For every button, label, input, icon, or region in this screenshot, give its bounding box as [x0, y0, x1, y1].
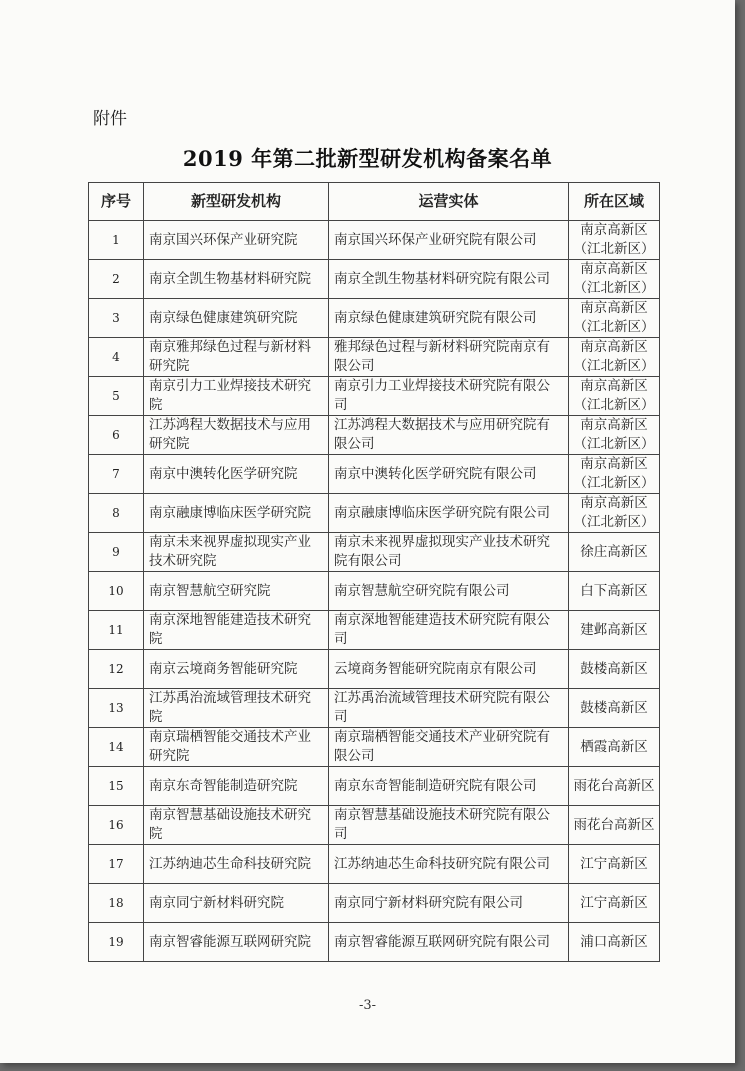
- row-operating-entity: 雅邦绿色过程与新材料研究院南京有限公司: [329, 338, 569, 377]
- row-serial-number: 9: [89, 533, 144, 572]
- row-operating-entity: 南京东奇智能制造研究院有限公司: [329, 767, 569, 806]
- table-row: [89, 338, 660, 377]
- row-institution: 南京引力工业焊接技术研究院: [144, 377, 329, 416]
- row-region: 南京高新区（江北新区）: [569, 416, 660, 455]
- table-row: [89, 494, 660, 533]
- row-region: 徐庄高新区: [569, 533, 660, 572]
- row-serial-number: 18: [89, 884, 144, 923]
- row-region: 雨花台高新区: [569, 806, 660, 845]
- attachment-label: 附件: [93, 109, 127, 129]
- header-region: 所在区域: [569, 183, 660, 221]
- row-institution: 南京瑞栖智能交通技术产业研究院: [144, 728, 329, 767]
- row-region: 南京高新区（江北新区）: [569, 260, 660, 299]
- row-serial-number: 15: [89, 767, 144, 806]
- table-row: [89, 806, 660, 845]
- table-header-row: [89, 183, 660, 221]
- row-region: 鼓楼高新区: [569, 689, 660, 728]
- row-serial-number: 10: [89, 572, 144, 611]
- row-operating-entity: 南京中澳转化医学研究院有限公司: [329, 455, 569, 494]
- row-region: 栖霞高新区: [569, 728, 660, 767]
- row-operating-entity: 云境商务智能研究院南京有限公司: [329, 650, 569, 689]
- table-row: [89, 377, 660, 416]
- row-institution: 南京全凯生物基材料研究院: [144, 260, 329, 299]
- row-serial-number: 14: [89, 728, 144, 767]
- row-institution: 南京融康博临床医学研究院: [144, 494, 329, 533]
- table-row: [89, 416, 660, 455]
- row-region: 南京高新区（江北新区）: [569, 377, 660, 416]
- row-operating-entity: 南京未来视界虚拟现实产业技术研究院有限公司: [329, 533, 569, 572]
- row-region: 南京高新区（江北新区）: [569, 455, 660, 494]
- row-region: 鼓楼高新区: [569, 650, 660, 689]
- row-serial-number: 13: [89, 689, 144, 728]
- row-operating-entity: 南京深地智能建造技术研究院有限公司: [329, 611, 569, 650]
- row-serial-number: 11: [89, 611, 144, 650]
- row-region: 南京高新区（江北新区）: [569, 299, 660, 338]
- row-operating-entity: 江苏鸿程大数据技术与应用研究院有限公司: [329, 416, 569, 455]
- table-row: [89, 767, 660, 806]
- table-row: [89, 533, 660, 572]
- row-region: 建邺高新区: [569, 611, 660, 650]
- table-row: [89, 260, 660, 299]
- row-serial-number: 16: [89, 806, 144, 845]
- table-row: [89, 221, 660, 260]
- row-region: 南京高新区（江北新区）: [569, 338, 660, 377]
- row-operating-entity: 南京绿色健康建筑研究院有限公司: [329, 299, 569, 338]
- row-region: 白下高新区: [569, 572, 660, 611]
- row-serial-number: 8: [89, 494, 144, 533]
- row-operating-entity: 江苏纳迪芯生命科技研究院有限公司: [329, 845, 569, 884]
- row-serial-number: 1: [89, 221, 144, 260]
- table-row: [89, 455, 660, 494]
- row-institution: 南京未来视界虚拟现实产业技术研究院: [144, 533, 329, 572]
- table-row: [89, 650, 660, 689]
- row-serial-number: 4: [89, 338, 144, 377]
- table-row: [89, 884, 660, 923]
- row-institution: 江苏鸿程大数据技术与应用研究院: [144, 416, 329, 455]
- row-operating-entity: 南京国兴环保产业研究院有限公司: [329, 221, 569, 260]
- row-institution: 南京深地智能建造技术研究院: [144, 611, 329, 650]
- row-operating-entity: 南京智睿能源互联网研究院有限公司: [329, 923, 569, 962]
- table-row: [89, 299, 660, 338]
- row-serial-number: 5: [89, 377, 144, 416]
- row-institution: 南京云境商务智能研究院: [144, 650, 329, 689]
- row-institution: 南京同宁新材料研究院: [144, 884, 329, 923]
- row-operating-entity: 南京引力工业焊接技术研究院有限公司: [329, 377, 569, 416]
- row-serial-number: 17: [89, 845, 144, 884]
- row-region: 雨花台高新区: [569, 767, 660, 806]
- row-operating-entity: 南京融康博临床医学研究院有限公司: [329, 494, 569, 533]
- row-operating-entity: 南京智慧航空研究院有限公司: [329, 572, 569, 611]
- row-institution: 南京国兴环保产业研究院: [144, 221, 329, 260]
- row-institution: 南京绿色健康建筑研究院: [144, 299, 329, 338]
- page-number: -3-: [358, 998, 377, 1013]
- row-institution: 江苏禹治流域管理技术研究院: [144, 689, 329, 728]
- row-operating-entity: 南京同宁新材料研究院有限公司: [329, 884, 569, 923]
- row-institution: 南京智睿能源互联网研究院: [144, 923, 329, 962]
- table-row: [89, 611, 660, 650]
- header-operating-entity: 运营实体: [329, 183, 569, 221]
- row-serial-number: 2: [89, 260, 144, 299]
- row-institution: 南京智慧基础设施技术研究院: [144, 806, 329, 845]
- table-row: [89, 728, 660, 767]
- row-region: 浦口高新区: [569, 923, 660, 962]
- filing-list-table: [88, 182, 660, 962]
- row-operating-entity: 南京智慧基础设施技术研究院有限公司: [329, 806, 569, 845]
- row-institution: 江苏纳迪芯生命科技研究院: [144, 845, 329, 884]
- row-region: 江宁高新区: [569, 884, 660, 923]
- row-institution: 南京雅邦绿色过程与新材料研究院: [144, 338, 329, 377]
- table-row: [89, 689, 660, 728]
- table-row: [89, 923, 660, 962]
- table-row: [89, 845, 660, 884]
- header-institution: 新型研发机构: [144, 183, 329, 221]
- row-institution: 南京东奇智能制造研究院: [144, 767, 329, 806]
- row-operating-entity: 南京瑞栖智能交通技术产业研究院有限公司: [329, 728, 569, 767]
- row-institution: 南京中澳转化医学研究院: [144, 455, 329, 494]
- row-serial-number: 12: [89, 650, 144, 689]
- row-region: 江宁高新区: [569, 845, 660, 884]
- row-region: 南京高新区（江北新区）: [569, 494, 660, 533]
- row-serial-number: 3: [89, 299, 144, 338]
- row-operating-entity: 南京全凯生物基材料研究院有限公司: [329, 260, 569, 299]
- row-institution: 南京智慧航空研究院: [144, 572, 329, 611]
- row-serial-number: 7: [89, 455, 144, 494]
- table-row: [89, 572, 660, 611]
- row-serial-number: 19: [89, 923, 144, 962]
- row-operating-entity: 江苏禹治流域管理技术研究院有限公司: [329, 689, 569, 728]
- page-title: 2019 年第二批新型研发机构备案名单: [182, 146, 553, 171]
- row-region: 南京高新区（江北新区）: [569, 221, 660, 260]
- header-serial-number: 序号: [89, 183, 144, 221]
- row-serial-number: 6: [89, 416, 144, 455]
